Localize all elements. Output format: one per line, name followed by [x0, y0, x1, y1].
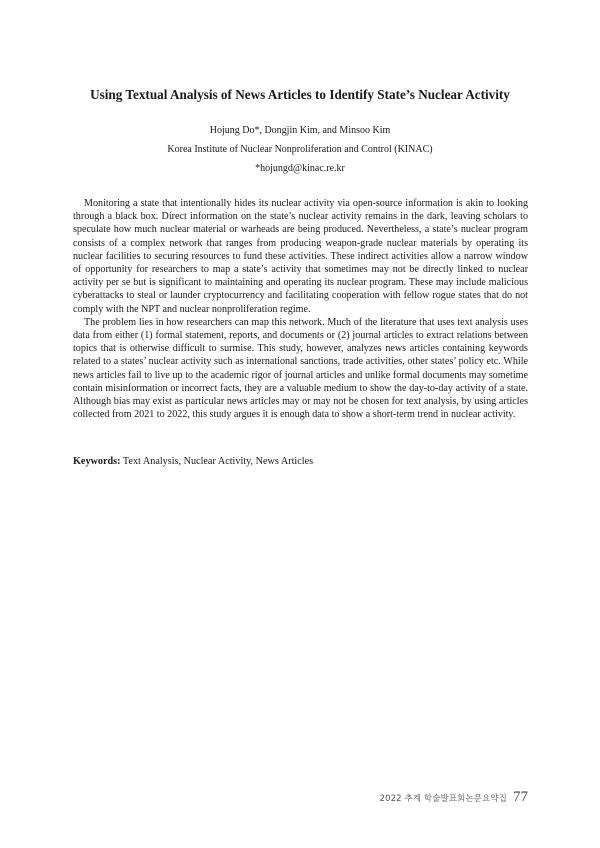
abstract-paragraph-2: The problem lies in how researchers can map this network. Much of the literature that uses text analysis uses data from either (1) formal statement, reports, and documents or (2) journal articles to extract relations between topics that is otherwise difficult to surmise. This study, however, analyzes news articles containing keywords related to a states’ nuclear activity such as international sanctions, trade activities, other states’ policy etc. While news articles fail to live up to the academic rigor of journal articles and unlike formal documents may sometime contain misinformation or incorrect facts, they are a valuable medium to show the day-to-day activity of a state. Although bias may exist as particular news articles may or may not be chosen for text analysis, by using articles collected from 2021 to 2022, this study argues it is enough data to show a short-term trend in nuclear activity.	[73, 316, 528, 421]
page-footer	[380, 789, 528, 806]
paper-title: Using Textual Analysis of News Articles to Identify State’s Nuclear Activity	[90, 87, 510, 102]
abstract-body	[73, 197, 528, 421]
keywords-line	[73, 455, 528, 468]
author-list: Hojung Do*, Dongjin Kim, and Minsoo Kim	[209, 125, 391, 136]
keywords-value: Text Analysis, Nuclear Activity, News Articles	[122, 456, 314, 467]
keywords-label: Keywords:	[73, 456, 121, 467]
page-number: 77	[513, 789, 528, 805]
conference-name: 2022 추계 학술발표회논문요약집	[379, 794, 507, 804]
corresponding-email: *hojungd@kinac.re.kr	[255, 163, 345, 174]
abstract-paragraph-1: Monitoring a state that intentionally hides its nuclear activity via open-source information is akin to looking through a black box. Direct information on the state’s nuclear activity remains in the dark, leaving scholars to speculate how much nuclear material or warheads are being produced. Nevertheless, a state’s nuclear program consists of a complex network that ranges from producing weapon-grade nuclear materials by operating its nuclear facilities to securing resources to fund these activities. These indirect activities allow a narrow window of opportunity for researchers to map a state’s activity that sometimes may not be directly linked to nuclear activity per se but is significant to maintaining and operating its nuclear program. These may include malicious cyberattacks to steal or launder cryptocurrency and facilitating cooperation with fellow rogue states that do not comply with the NPT and nuclear nonproliferation regime.	[73, 198, 528, 315]
affiliation: Korea Institute of Nuclear Nonproliferation and Control (KINAC)	[167, 144, 433, 155]
